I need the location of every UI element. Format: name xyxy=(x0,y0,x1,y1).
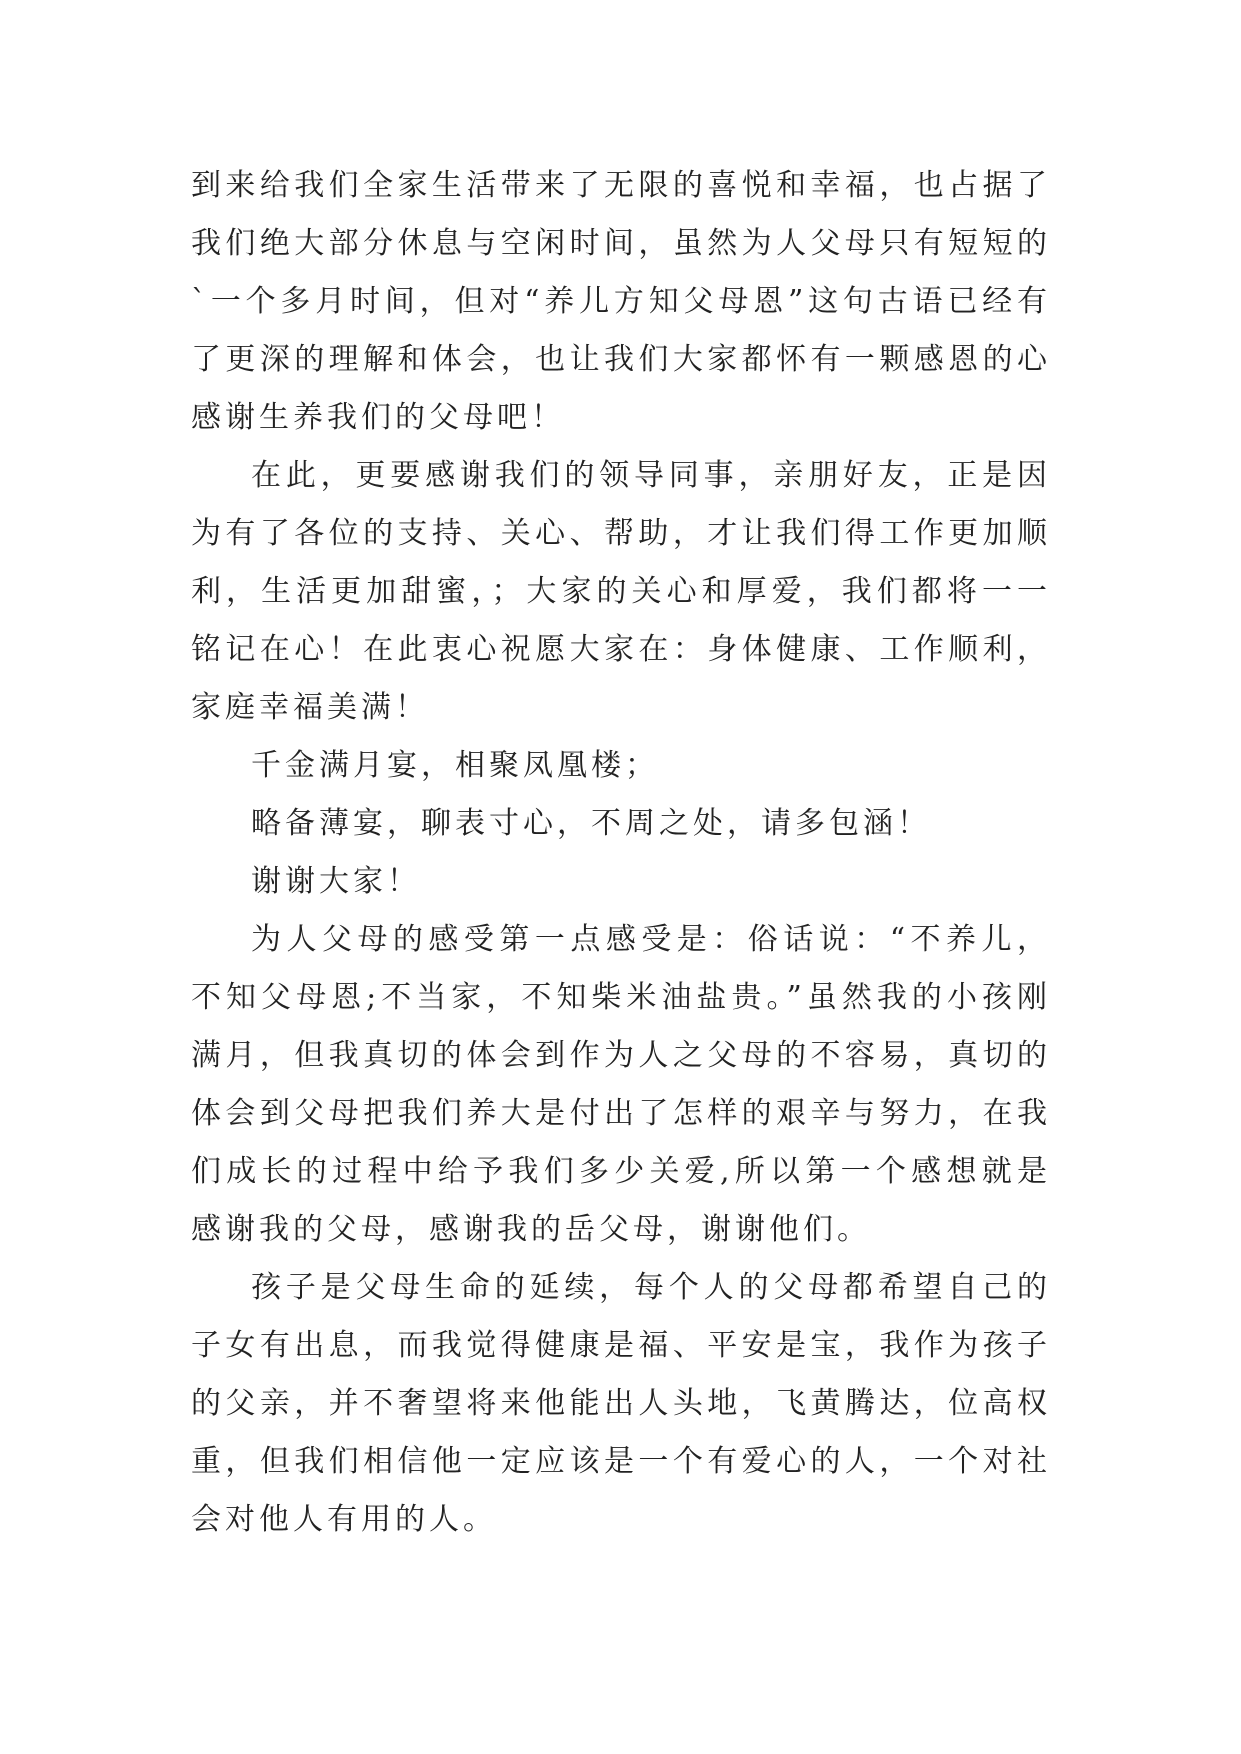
paragraph-1: 到来给我们全家生活带来了无限的喜悦和幸福，也占据了我们绝大部分休息与空闲时间，虽然为人父母只有短短的`一个多月时间，但对“养儿方知父母恩”这句古语已经有了更深的理解和体会，也让我们大家都怀有一颗感恩的心感谢生养我们的父母吧！ xyxy=(191,168,1051,435)
paragraph-7: 孩子是父母生命的延续，每个人的父母都希望自己的子女有出息，而我觉得健康是福、平安是宝，我作为孩子的父亲，并不奢望将来他能出人头地，飞黄腾达，位高权重，但我们相信他一定应该是一个有爱心的人，一个对社会对他人有用的人。 xyxy=(191,1270,1051,1537)
document-body xyxy=(191,157,1051,1549)
paragraph-4: 略备薄宴，聊表寸心，不周之处，请多包涵！ xyxy=(251,806,931,841)
paragraph-5: 谢谢大家！ xyxy=(251,864,421,899)
paragraph-3: 千金满月宴，相聚凤凰楼； xyxy=(251,748,659,783)
paragraph-2: 在此，更要感谢我们的领导同事，亲朋好友，正是因为有了各位的支持、关心、帮助，才让我们得工作更加顺利，生活更加甜蜜，；大家的关心和厚爱，我们都将一一铭记在心！在此衷心祝愿大家在：身体健康、工作顺利，家庭幸福美满！ xyxy=(191,458,1051,725)
paragraph-6: 为人父母的感受第一点感受是：俗话说：“不养儿，不知父母恩;不当家，不知柴米油盐贵。”虽然我的小孩刚满月，但我真切的体会到作为人之父母的不容易，真切的体会到父母把我们养大是付出了怎样的艰辛与努力，在我们成长的过程中给予我们多少关爱,所以第一个感想就是感谢我的父母，感谢我的岳父母，谢谢他们。 xyxy=(191,922,1051,1247)
